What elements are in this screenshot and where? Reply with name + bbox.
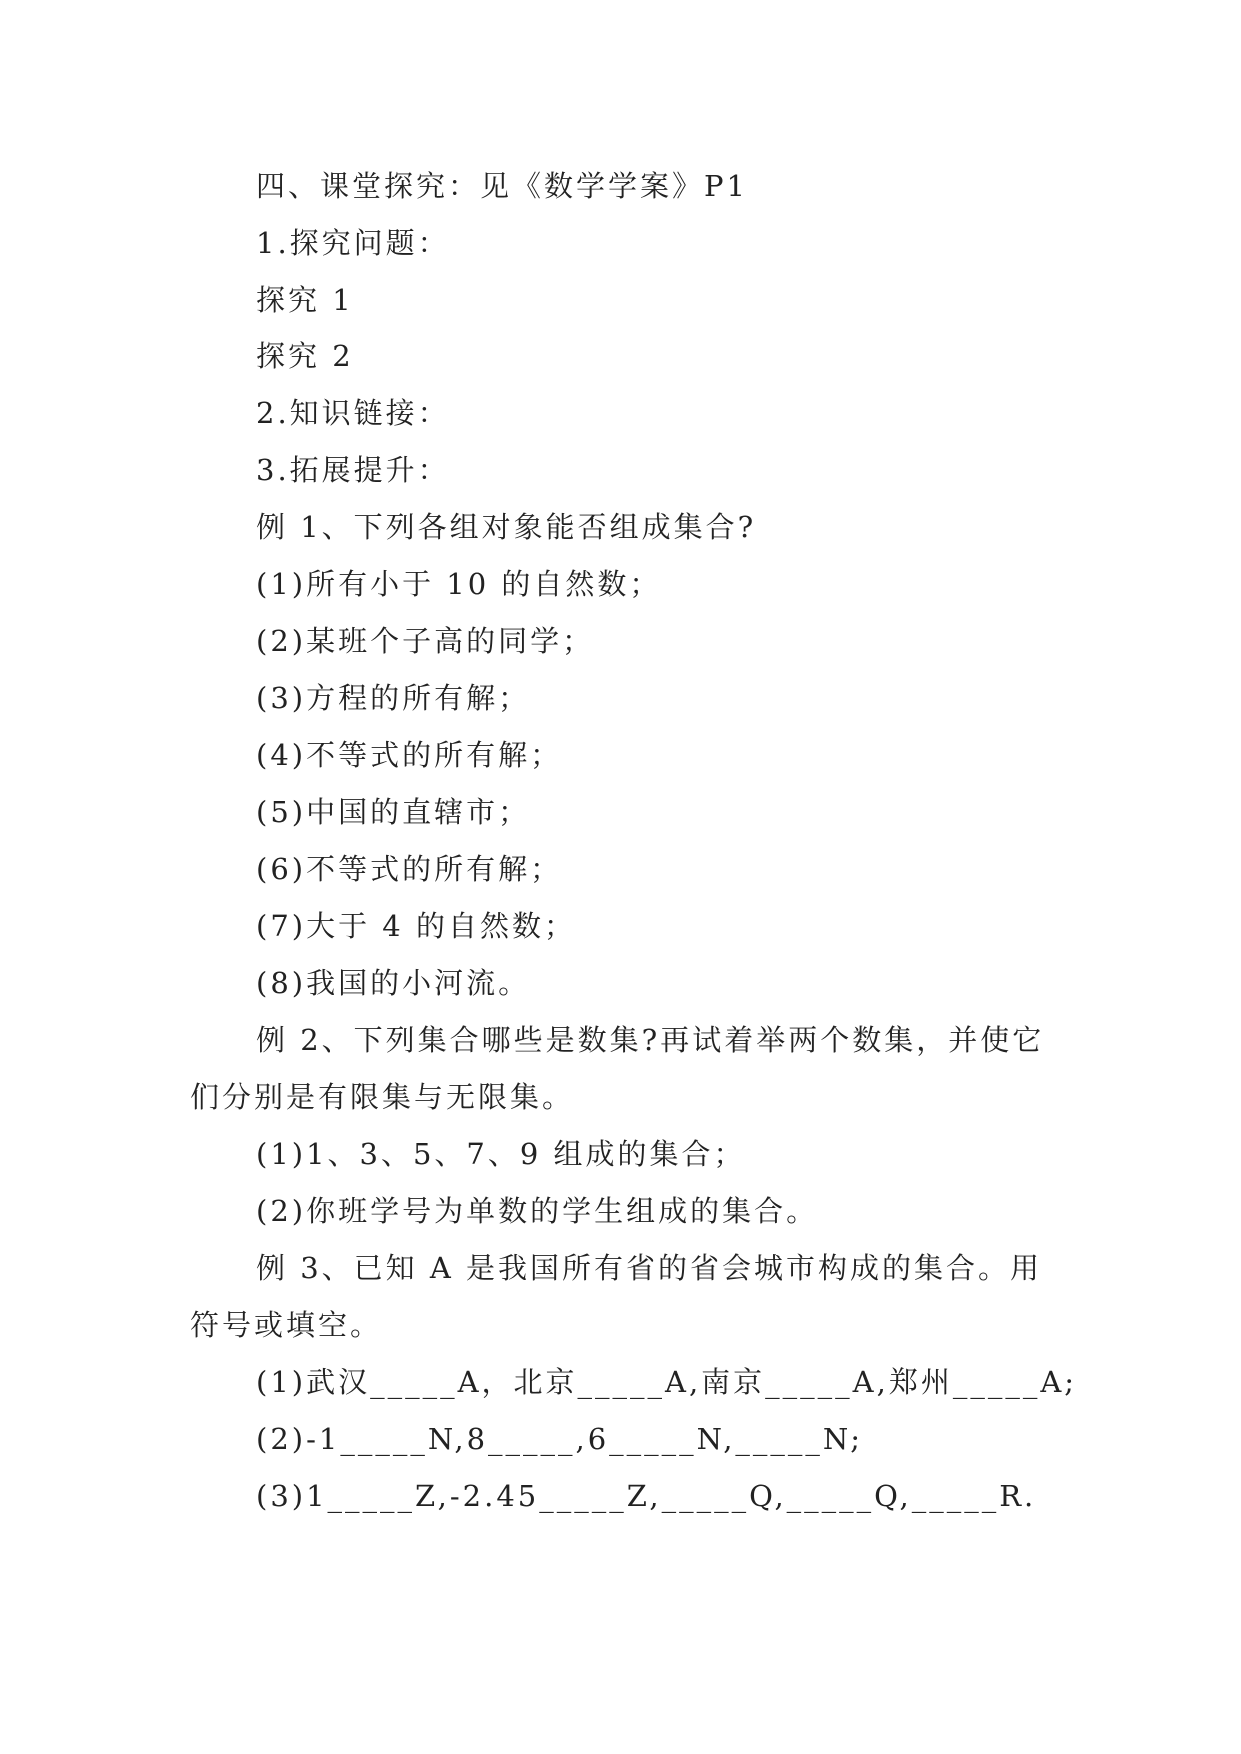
example-1-question: 例 1、下列各组对象能否组成集合?: [256, 510, 757, 544]
explore-item-2: 探究 2: [256, 339, 354, 373]
example-1-item-8: (8)我国的小河流。: [256, 966, 531, 1000]
example-1-item-6: (6)不等式的所有解；: [256, 852, 563, 886]
example-2-item-1: (1)1、3、5、7、9 组成的集合；: [256, 1137, 746, 1171]
example-1-item-7: (7)大于 4 的自然数；: [256, 909, 576, 943]
example-3-item-1: (1)武汉_____A，北京_____A,南京_____A,郑州_____A;: [256, 1365, 1078, 1399]
example-3-question-line-2: 符号或填空。: [190, 1308, 383, 1342]
example-1-item-3: (3)方程的所有解；: [256, 681, 531, 715]
example-2-item-2: (2)你班学号为单数的学生组成的集合。: [256, 1194, 819, 1228]
example-1-item-1: (1)所有小于 10 的自然数；: [256, 567, 662, 601]
example-2-question-line-1: 例 2、下列集合哪些是数集?再试着举两个数集，并使它: [256, 1023, 1045, 1057]
explore-item-1: 探究 1: [256, 283, 354, 317]
example-3-question-line-1: 例 3、已知 A 是我国所有省的省会城市构成的集合。用: [256, 1251, 1043, 1285]
example-1-item-4: (4)不等式的所有解；: [256, 738, 563, 772]
example-2-question-line-2: 们分别是有限集与无限集。: [190, 1080, 575, 1114]
subheading-explore-questions: 1.探究问题：: [256, 226, 450, 260]
subheading-knowledge-link: 2.知识链接：: [256, 396, 450, 430]
example-3-item-2: (2)-1_____N,8_____,6_____N,_____N;: [256, 1422, 864, 1456]
example-1-item-2: (2)某班个子高的同学；: [256, 624, 595, 658]
subheading-extension: 3.拓展提升：: [256, 453, 450, 487]
section-heading: 四、课堂探究：见《数学学案》P1: [256, 169, 748, 203]
example-3-item-3: (3)1_____Z,-2.45_____Z,_____Q,_____Q,_____R.: [256, 1479, 1037, 1513]
example-1-item-5: (5)中国的直辖市；: [256, 795, 531, 829]
